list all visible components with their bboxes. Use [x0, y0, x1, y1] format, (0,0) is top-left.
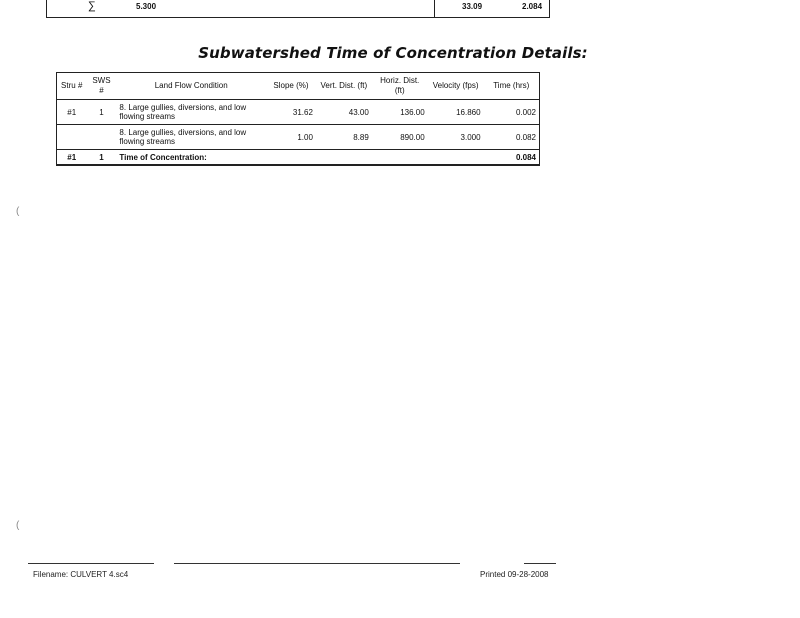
total-stru: #1	[57, 150, 87, 166]
distance-total: 33.09	[462, 2, 483, 11]
cell-stru: #1	[57, 100, 87, 125]
total-time: 0.084	[484, 150, 540, 166]
cell-horiz-dist: 890.00	[400, 132, 425, 142]
header-time: Time (hrs)	[484, 73, 540, 100]
cell-stru	[57, 125, 87, 150]
total-row	[57, 150, 540, 166]
header-horiz-dist: Horiz. Dist. (ft)	[372, 73, 428, 100]
table-border	[549, 0, 550, 18]
cell-velocity: 3.000	[460, 132, 481, 142]
footer-divider	[28, 563, 154, 564]
cell-slope: 1.00	[297, 132, 313, 142]
section-title: Subwatershed Time of Concentration Details:	[198, 44, 588, 62]
footer-divider	[524, 563, 556, 564]
total-label: Time of Concentration:	[116, 150, 483, 166]
header-vert-dist: Vert. Dist. (ft)	[316, 73, 372, 100]
table-border	[46, 0, 47, 18]
cell-condition: 8. Large gullies, diversions, and low flowing streams	[119, 128, 247, 146]
footer-printed-date: Printed 09-28-2008	[480, 570, 549, 579]
cell-velocity: 16.860	[428, 100, 484, 125]
time-of-concentration-table	[56, 72, 540, 166]
cell-time: 0.082	[484, 125, 540, 150]
cell-sws	[86, 125, 116, 150]
cell-vert-dist: 43.00	[316, 100, 372, 125]
header-stru: Stru #	[57, 73, 87, 100]
cell-time: 0.002	[484, 100, 540, 125]
scan-speck: (	[16, 520, 20, 531]
table-row	[57, 100, 540, 125]
cell-slope: 31.62	[266, 100, 316, 125]
sigma-symbol: ∑	[88, 0, 96, 12]
scan-speck: (	[16, 206, 20, 217]
cell-horiz-dist: 136.00	[372, 100, 428, 125]
cell-vert-dist: 8.89	[353, 132, 369, 142]
cell-sws: 1	[86, 100, 116, 125]
previous-table-summary-row	[46, 0, 550, 18]
table-header-row	[57, 73, 540, 100]
table-border	[434, 0, 435, 18]
table-border	[46, 17, 550, 18]
footer-divider	[174, 563, 460, 564]
cell-condition: 8. Large gullies, diversions, and low flowing streams	[116, 100, 266, 125]
header-slope: Slope (%)	[266, 73, 316, 100]
header-sws: SWS #	[86, 73, 116, 100]
footer-filename: Filename: CULVERT 4.sc4	[33, 570, 129, 579]
area-total: 5.300	[136, 2, 157, 11]
total-sws: 1	[86, 150, 116, 166]
table-row	[57, 125, 540, 150]
header-velocity: Velocity (fps)	[428, 73, 484, 100]
header-land-flow-condition: Land Flow Condition	[116, 73, 266, 100]
time-total: 2.084	[522, 2, 543, 11]
